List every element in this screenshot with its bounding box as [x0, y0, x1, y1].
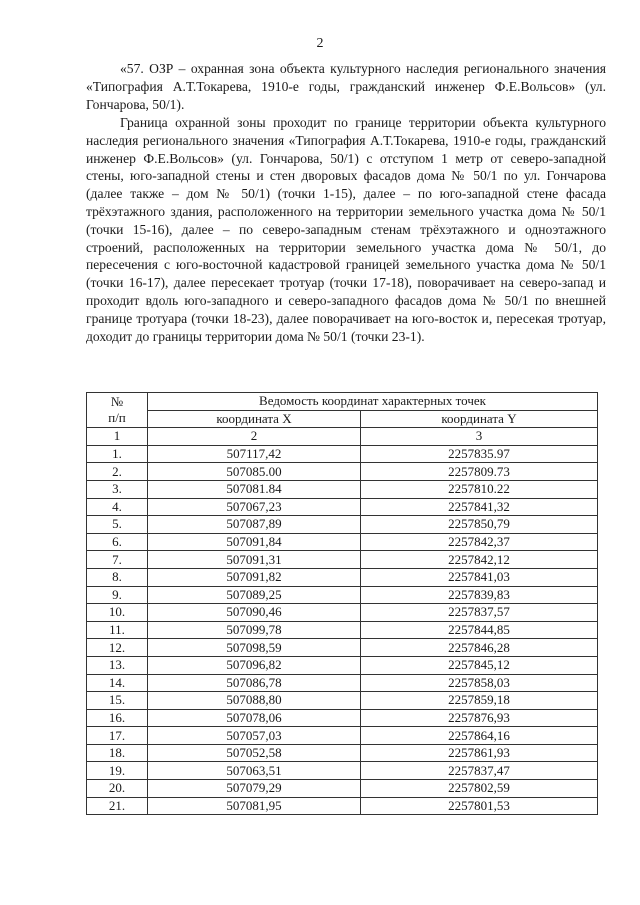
coordinate-x-cell: 507063,51	[148, 762, 361, 780]
point-number-cell: 2.	[87, 463, 148, 481]
point-number-cell: 16.	[87, 709, 148, 727]
column-number-row	[87, 428, 598, 446]
paragraph-item-57	[86, 60, 606, 113]
point-number-cell: 8.	[87, 568, 148, 586]
table-row	[87, 639, 598, 657]
coordinate-x-cell: 507098,59	[148, 639, 361, 657]
table-row	[87, 568, 598, 586]
header-title-cell: Ведомость координат характерных точек	[148, 393, 598, 411]
coordinate-x-cell: 507081.84	[148, 480, 361, 498]
page-number: 2	[316, 36, 324, 51]
point-number-cell: 3.	[87, 480, 148, 498]
point-number-cell: 21.	[87, 797, 148, 815]
coordinate-x-cell: 507067,23	[148, 498, 361, 516]
header-y-cell: координата Y	[361, 410, 598, 428]
coordinate-x-cell: 507099,78	[148, 621, 361, 639]
column-number-cell: 3	[361, 428, 598, 446]
coordinate-y-cell: 2257861,93	[361, 744, 598, 762]
paragraph-boundary-description	[86, 114, 606, 345]
point-number-cell: 20.	[87, 780, 148, 798]
coordinate-x-cell: 507089,25	[148, 586, 361, 604]
coordinate-x-cell: 507096,82	[148, 656, 361, 674]
coordinate-y-cell: 2257842,37	[361, 533, 598, 551]
point-number-cell: 10.	[87, 604, 148, 622]
point-number-cell: 4.	[87, 498, 148, 516]
table-row	[87, 533, 598, 551]
coordinate-y-cell: 2257841,32	[361, 498, 598, 516]
point-number-cell: 9.	[87, 586, 148, 604]
table-row	[87, 797, 598, 815]
coordinate-y-cell: 2257876,93	[361, 709, 598, 727]
coordinate-x-cell: 507085.00	[148, 463, 361, 481]
coordinate-y-cell: 2257801,53	[361, 797, 598, 815]
table-row	[87, 656, 598, 674]
coordinate-y-cell: 2257835.97	[361, 445, 598, 463]
point-number-cell: 13.	[87, 656, 148, 674]
coordinate-x-cell: 507057,03	[148, 727, 361, 745]
table-row	[87, 480, 598, 498]
column-number-cell: 1	[87, 428, 148, 446]
table-row	[87, 692, 598, 710]
point-number-cell: 17.	[87, 727, 148, 745]
point-number-cell: 18.	[87, 744, 148, 762]
table-row	[87, 445, 598, 463]
point-number-cell: 6.	[87, 533, 148, 551]
table-row	[87, 604, 598, 622]
table-row	[87, 709, 598, 727]
coordinate-x-cell: 507090,46	[148, 604, 361, 622]
coordinate-x-cell: 507091,31	[148, 551, 361, 569]
paragraph-text: Граница охранной зоны проходит по границе территории объекта культурного наследия регионального значения «Типография А.Т.Токарева, 1910-е годы, гражданский инженер Ф.Е.Вольсов» (ул. Гончарова, 50/1) с отступом 1 метр от северо-западной стены, юго-западной стены и стен дворовых фасадов дома № 50/1 по ул. Гончарова (далее также – дом № 50/1) (точки 1-15), далее – по юго-западной стене фасада трёхэтажного здания, расположенного на территории земельного участка дома № 50/1 (точки 15-16), далее – по северо-западным стенам трёхэтажного и одноэтажного строений, расположенных на территории земельного участка дома № 50/1, до пересечения с юго-восточной кадастровой границей земельного участка дома № 50/1 (точки 16-17), далее пересекает тротуар (точки 17-18), поворачивает на северо-запад и проходит вдоль юго-западного и северо-западного фасадов дома № 50/1 по внешней границе тротуара (точки 18-23), далее поворачивает на юго-восток и, пересекая тротуар, доходит до границы территории дома № 50/1 (точки 23-1).	[86, 115, 606, 344]
table-row	[87, 744, 598, 762]
table-row	[87, 551, 598, 569]
coordinate-x-cell: 507081,95	[148, 797, 361, 815]
table-row	[87, 674, 598, 692]
coordinate-y-cell: 2257859,18	[361, 692, 598, 710]
coordinate-y-cell: 2257841,03	[361, 568, 598, 586]
table-row	[87, 586, 598, 604]
table-row	[87, 762, 598, 780]
point-number-cell: 5.	[87, 516, 148, 534]
coordinate-x-cell: 507086,78	[148, 674, 361, 692]
coordinates-table	[86, 392, 598, 815]
coordinate-y-cell: 2257864,16	[361, 727, 598, 745]
table-subheader-row	[87, 410, 598, 428]
point-number-cell: 14.	[87, 674, 148, 692]
coordinate-y-cell: 2257837,47	[361, 762, 598, 780]
header-num-symbol: №	[110, 394, 124, 410]
coordinate-y-cell: 2257810.22	[361, 480, 598, 498]
header-x-cell: координата X	[148, 410, 361, 428]
table-row	[87, 621, 598, 639]
coordinate-y-cell: 2257839,83	[361, 586, 598, 604]
coordinate-y-cell: 2257809.73	[361, 463, 598, 481]
table-header-row	[87, 393, 598, 411]
coordinate-x-cell: 507117,42	[148, 445, 361, 463]
coordinate-x-cell: 507091,84	[148, 533, 361, 551]
coordinate-y-cell: 2257846,28	[361, 639, 598, 657]
table-row	[87, 463, 598, 481]
coordinate-y-cell: 2257850,79	[361, 516, 598, 534]
header-num-cell	[87, 393, 148, 428]
coordinate-x-cell: 507087,89	[148, 516, 361, 534]
coordinate-x-cell: 507091,82	[148, 568, 361, 586]
coordinate-y-cell: 2257858,03	[361, 674, 598, 692]
coordinate-y-cell: 2257842,12	[361, 551, 598, 569]
table-row	[87, 780, 598, 798]
table-row	[87, 516, 598, 534]
point-number-cell: 11.	[87, 621, 148, 639]
point-number-cell: 15.	[87, 692, 148, 710]
column-number-cell: 2	[148, 428, 361, 446]
coordinate-x-cell: 507088,80	[148, 692, 361, 710]
point-number-cell: 19.	[87, 762, 148, 780]
table-row	[87, 498, 598, 516]
header-num-label: п/п	[108, 410, 126, 426]
coordinate-x-cell: 507078,06	[148, 709, 361, 727]
table-row	[87, 727, 598, 745]
coordinate-x-cell: 507079,29	[148, 780, 361, 798]
coordinate-y-cell: 2257802,59	[361, 780, 598, 798]
coordinate-y-cell: 2257837,57	[361, 604, 598, 622]
coordinate-y-cell: 2257844,85	[361, 621, 598, 639]
coordinate-x-cell: 507052,58	[148, 744, 361, 762]
paragraph-text: «57. ОЗР – охранная зона объекта культурного наследия регионального значения «Типография А.Т.Токарева, 1910-е годы, гражданский инженер Ф.Е.Вольсов» (ул. Гончарова, 50/1).	[86, 61, 606, 112]
coordinate-y-cell: 2257845,12	[361, 656, 598, 674]
point-number-cell: 12.	[87, 639, 148, 657]
point-number-cell: 1.	[87, 445, 148, 463]
point-number-cell: 7.	[87, 551, 148, 569]
